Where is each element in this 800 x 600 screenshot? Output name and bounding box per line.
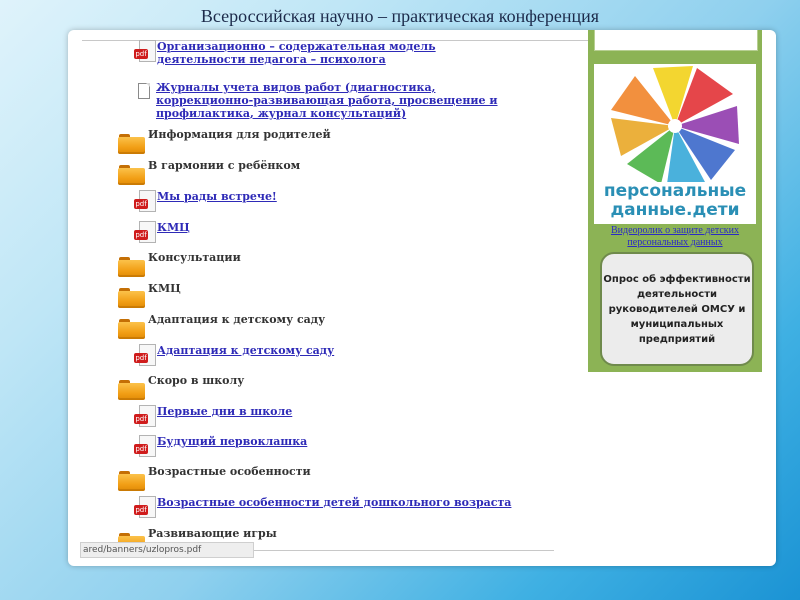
file-link[interactable]: Возрастные особенности детей дошкольного возраста [157,496,512,509]
list-item[interactable] [134,221,190,244]
list-item[interactable] [134,435,307,458]
file-link[interactable]: Организационно – содержательная модель деятельности педагога – психолога [157,40,436,66]
folder-label[interactable]: Скоро в школу [148,374,245,387]
folder-label[interactable]: Возрастные особенности [148,465,311,478]
survey-button-label: Опрос об эффективности деятельности руководителей ОМСУ и муниципальных предприятий [603,273,751,345]
pdf-file-icon: pdf [134,435,154,458]
pdf-file-icon: pdf [134,40,154,63]
folder-icon [118,288,145,308]
folder-icon [118,319,145,339]
file-link[interactable]: КМЦ [157,221,190,234]
list-item[interactable] [118,374,244,400]
banner-title: персональные данные.дети [603,181,747,220]
pdf-file-icon: pdf [134,190,154,213]
folder-label[interactable]: Консультации [148,251,241,264]
list-item[interactable] [134,496,511,519]
flower-logo-icon [594,64,756,182]
file-link[interactable]: Будущий первоклашка [157,435,308,448]
status-bar-url: ared/banners/uzlopros.pdf [80,542,254,558]
slide-title: Всероссийская научно – практическая конференция [200,6,600,26]
pdf-file-icon: pdf [134,221,154,244]
file-link[interactable]: Журналы учета видов работ (диагностика, коррекционно-развивающая работа, просвещение и профилактика, журнал консультаций) [156,81,498,120]
survey-button[interactable] [600,252,754,366]
web-page-panel [68,30,776,566]
file-link[interactable]: Первые дни в школе [157,405,293,418]
file-link[interactable]: Адаптация к детскому саду [157,344,335,357]
list-item[interactable] [134,344,334,367]
list-item[interactable] [118,282,181,308]
folder-icon [118,134,145,154]
sidebar-top-box [594,30,758,51]
video-link[interactable]: Видеоролик о защите детских персональных данных [610,225,740,248]
list-item[interactable] [134,190,277,213]
list-item[interactable] [118,313,325,339]
list-item[interactable] [134,405,292,428]
folder-label[interactable]: Адаптация к детскому саду [148,313,326,326]
list-item[interactable] [118,128,331,154]
pdf-file-icon: pdf [134,344,154,367]
pdf-file-icon: pdf [134,405,154,428]
folder-label[interactable]: КМЦ [148,282,181,295]
list-item[interactable] [138,81,526,120]
folder-icon [118,471,145,491]
folder-icon [118,257,145,277]
list-item[interactable] [118,159,300,185]
list-item[interactable] [118,251,241,277]
pdf-file-icon: pdf [134,496,154,519]
list-item[interactable] [134,40,507,66]
personal-data-banner[interactable] [594,64,756,224]
document-file-icon [138,83,150,99]
file-link[interactable]: Мы рады встрече! [157,190,277,203]
folder-label[interactable]: Информация для родителей [148,128,331,141]
folder-icon [118,165,145,185]
list-item[interactable] [118,465,311,491]
folder-label[interactable]: В гармонии с ребёнком [148,159,301,172]
folder-icon [118,380,145,400]
sidebar [588,30,762,372]
folder-label[interactable]: Развивающие игры [148,527,277,540]
